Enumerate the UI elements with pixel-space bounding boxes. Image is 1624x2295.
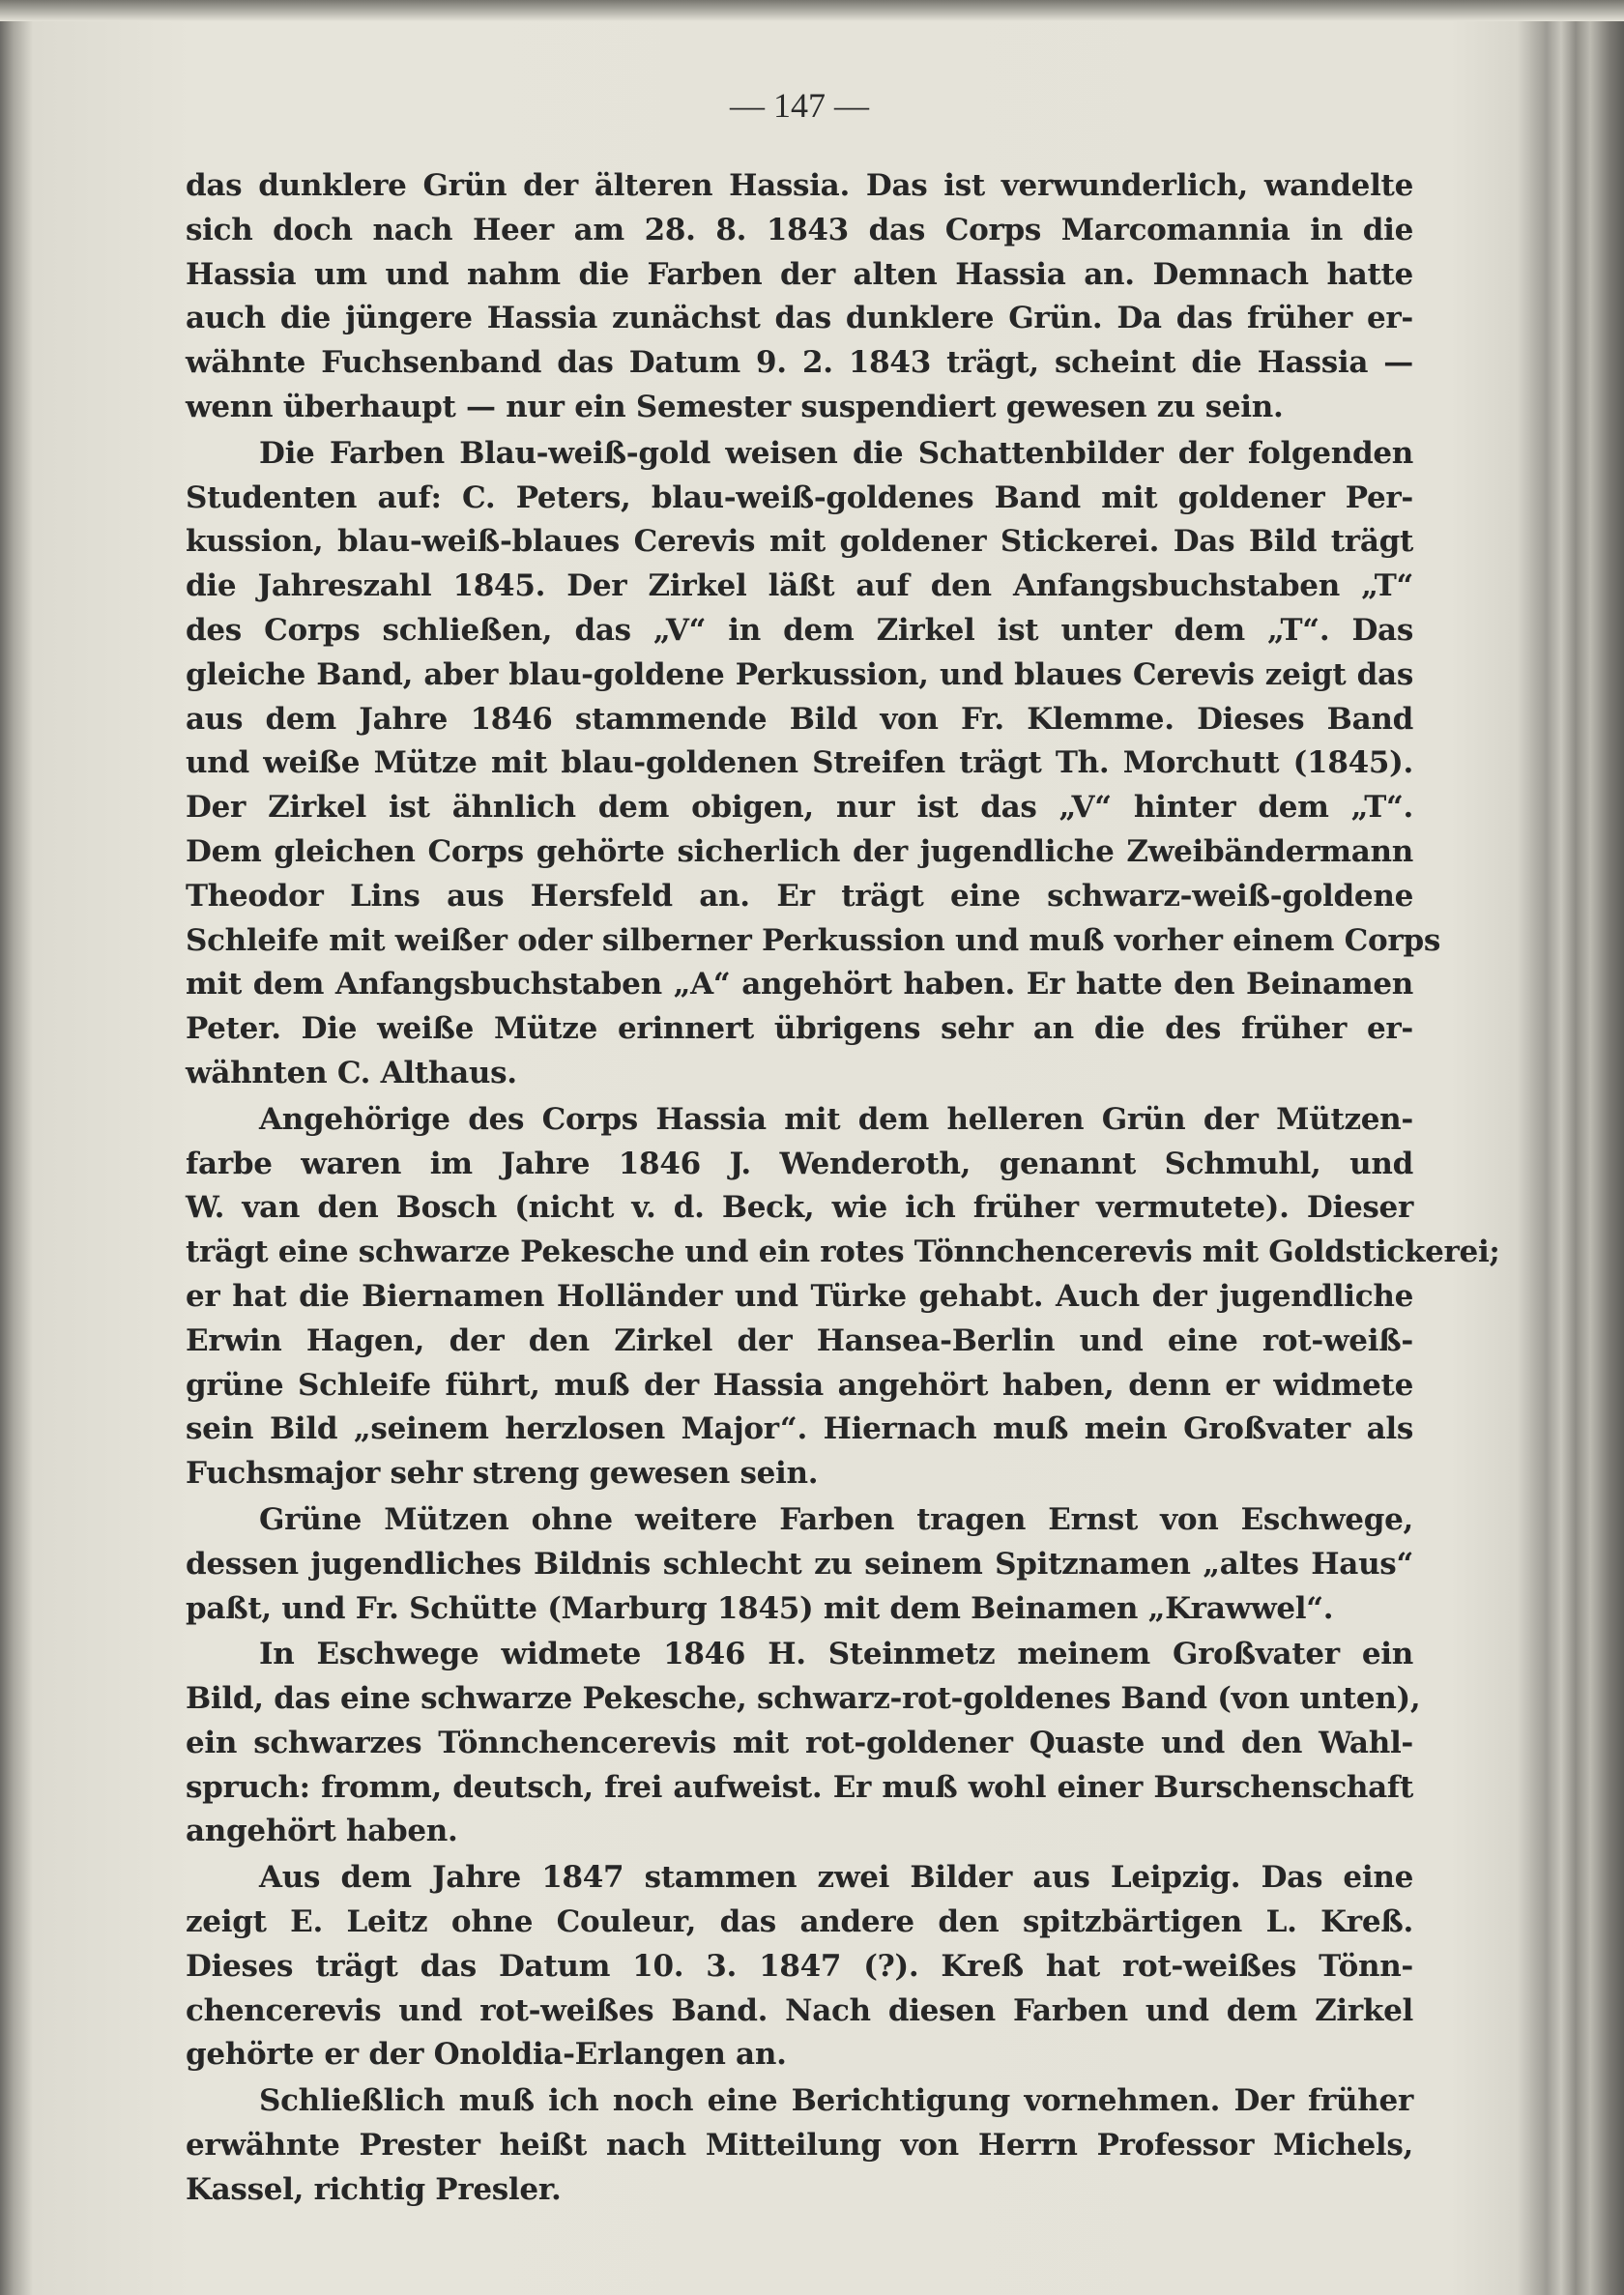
text-line: auch die jüngere Hassia zunächst das dunklere Grün. Da das früher er-: [186, 301, 1413, 336]
text-line: zeigt E. Leitz ohne Couleur, das andere den spitzbärtigen L. Kreß.: [186, 1904, 1413, 1940]
text-line: Erwin Hagen, der den Zirkel der Hansea-Berlin und eine rot-weiß-: [186, 1322, 1413, 1358]
text-line: W. van den Bosch (nicht v. d. Beck, wie ich früher vermutete). Dieser: [186, 1190, 1413, 1226]
text-line: wenn überhaupt — nur ein Semester suspendiert gewesen zu sein.: [186, 389, 1284, 424]
paragraph: [186, 1856, 1413, 2077]
page-body: [186, 164, 1500, 2215]
text-line: Kassel, richtig Presler.: [186, 2171, 562, 2207]
text-line: wähnte Fuchsenband das Datum 9. 2. 1843 trägt, scheint die Hassia —: [186, 345, 1413, 381]
text-line: gleiche Band, aber blau-goldene Perkussion, und blaues Cerevis zeigt das: [186, 656, 1413, 692]
text-line: farbe waren im Jahre 1846 J. Wenderoth, genannt Schmuhl, und: [186, 1146, 1413, 1181]
text-line: In Eschwege widmete 1846 H. Steinmetz meinem Großvater ein: [259, 1637, 1413, 1672]
text-line: trägt eine schwarze Pekesche und ein rotes Tönnchencerevis mit Goldstickerei;: [186, 1235, 1500, 1270]
text-line: gehörte er der Onoldia-Erlangen an.: [186, 2037, 787, 2073]
text-line: chencerevis und rot-weißes Band. Nach diesen Farben und dem Zirkel: [186, 1992, 1413, 2028]
paragraph: [186, 432, 1440, 1096]
text-line: Fuchsmajor sehr streng gewesen sein.: [186, 1456, 819, 1492]
text-line: Aus dem Jahre 1847 stammen zwei Bilder aus Leipzig. Das eine: [259, 1860, 1413, 1896]
text-line: Grüne Mützen ohne weitere Farben tragen Ernst von Eschwege,: [259, 1501, 1413, 1537]
text-line: Dieses trägt das Datum 10. 3. 1847 (?). Kreß hat rot-weißes Tönn-: [186, 1948, 1413, 1984]
text-line: die Jahreszahl 1845. Der Zirkel läßt auf den Anfangsbuchstaben „T“: [186, 568, 1413, 604]
page-number: — 147 —: [730, 86, 869, 125]
text-line: Hassia um und nahm die Farben der alten Hassia an. Demnach hatte: [186, 256, 1413, 292]
text-line: das dunklere Grün der älteren Hassia. Das ist verwunderlich, wandelte: [186, 168, 1413, 203]
text-line: Studenten auf: C. Peters, blau-weiß-goldenes Band mit goldener Per-: [186, 479, 1413, 515]
text-line: Peter. Die weiße Mütze erinnert übrigens sehr an die des früher er-: [186, 1011, 1413, 1047]
paragraph: [186, 1098, 1500, 1496]
text-line: Angehörige des Corps Hassia mit dem helleren Grün der Mützen-: [259, 1101, 1413, 1137]
paragraph: [186, 164, 1413, 430]
text-line: wähnten C. Althaus.: [186, 1055, 517, 1090]
text-line: mit dem Anfangsbuchstaben „A“ angehört haben. Er hatte den Beinamen: [186, 967, 1413, 1002]
text-line: und weiße Mütze mit blau-goldenen Streifen trägt Th. Morchutt (1845).: [186, 745, 1413, 781]
paragraph: [186, 1633, 1421, 1854]
text-line: spruch: fromm, deutsch, frei aufweist. Er muß wohl einer Burschenschaft: [186, 1769, 1413, 1805]
paragraph: [186, 1498, 1413, 1631]
text-line: sich doch nach Heer am 28. 8. 1843 das Corps Marcomannia in die: [186, 212, 1413, 247]
text-line: er hat die Biernamen Holländer und Türke gehabt. Auch der jugendliche: [186, 1278, 1413, 1314]
text-line: des Corps schließen, das „V“ in dem Zirkel ist unter dem „T“. Das: [186, 612, 1413, 648]
text-line: erwähnte Prester heißt nach Mitteilung von Herrn Professor Michels,: [186, 2128, 1413, 2164]
scan-shadow: [0, 0, 1624, 21]
text-line: aus dem Jahre 1846 stammende Bild von Fr. Klemme. Dieses Band: [186, 701, 1413, 737]
text-line: Dem gleichen Corps gehörte sicherlich der jugendliche Zweibändermann: [186, 833, 1413, 869]
text-line: Bild, das eine schwarze Pekesche, schwarz-rot-goldenes Band (von unten),: [186, 1681, 1421, 1717]
text-line: Die Farben Blau-weiß-gold weisen die Schattenbilder der folgenden: [259, 435, 1413, 471]
text-line: Schließlich muß ich noch eine Berichtigung vornehmen. Der früher: [259, 2083, 1413, 2119]
text-line: grüne Schleife führt, muß der Hassia angehört haben, denn er widmete: [186, 1367, 1413, 1403]
text-line: ein schwarzes Tönnchencerevis mit rot-goldener Quaste und den Wahl-: [186, 1725, 1413, 1760]
paragraph: [186, 2079, 1413, 2212]
text-line: sein Bild „seinem herzlosen Major“. Hiernach muß mein Großvater als: [186, 1411, 1413, 1447]
text-line: Der Zirkel ist ähnlich dem obigen, nur ist das „V“ hinter dem „T“.: [186, 790, 1413, 826]
text-line: Theodor Lins aus Hersfeld an. Er trägt eine schwarz-weiß-goldene: [186, 878, 1413, 914]
text-line: paßt, und Fr. Schütte (Marburg 1845) mit dem Beinamen „Krawwel“.: [186, 1590, 1334, 1626]
text-line: angehört haben.: [186, 1814, 458, 1849]
text-line: kussion, blau-weiß-blaues Cerevis mit goldener Stickerei. Das Bild trägt: [186, 524, 1413, 560]
text-line: Schleife mit weißer oder silberner Perkussion und muß vorher einem Corps: [186, 922, 1440, 958]
text-line: dessen jugendliches Bildnis schlecht zu seinem Spitznamen „altes Haus“: [186, 1546, 1413, 1582]
